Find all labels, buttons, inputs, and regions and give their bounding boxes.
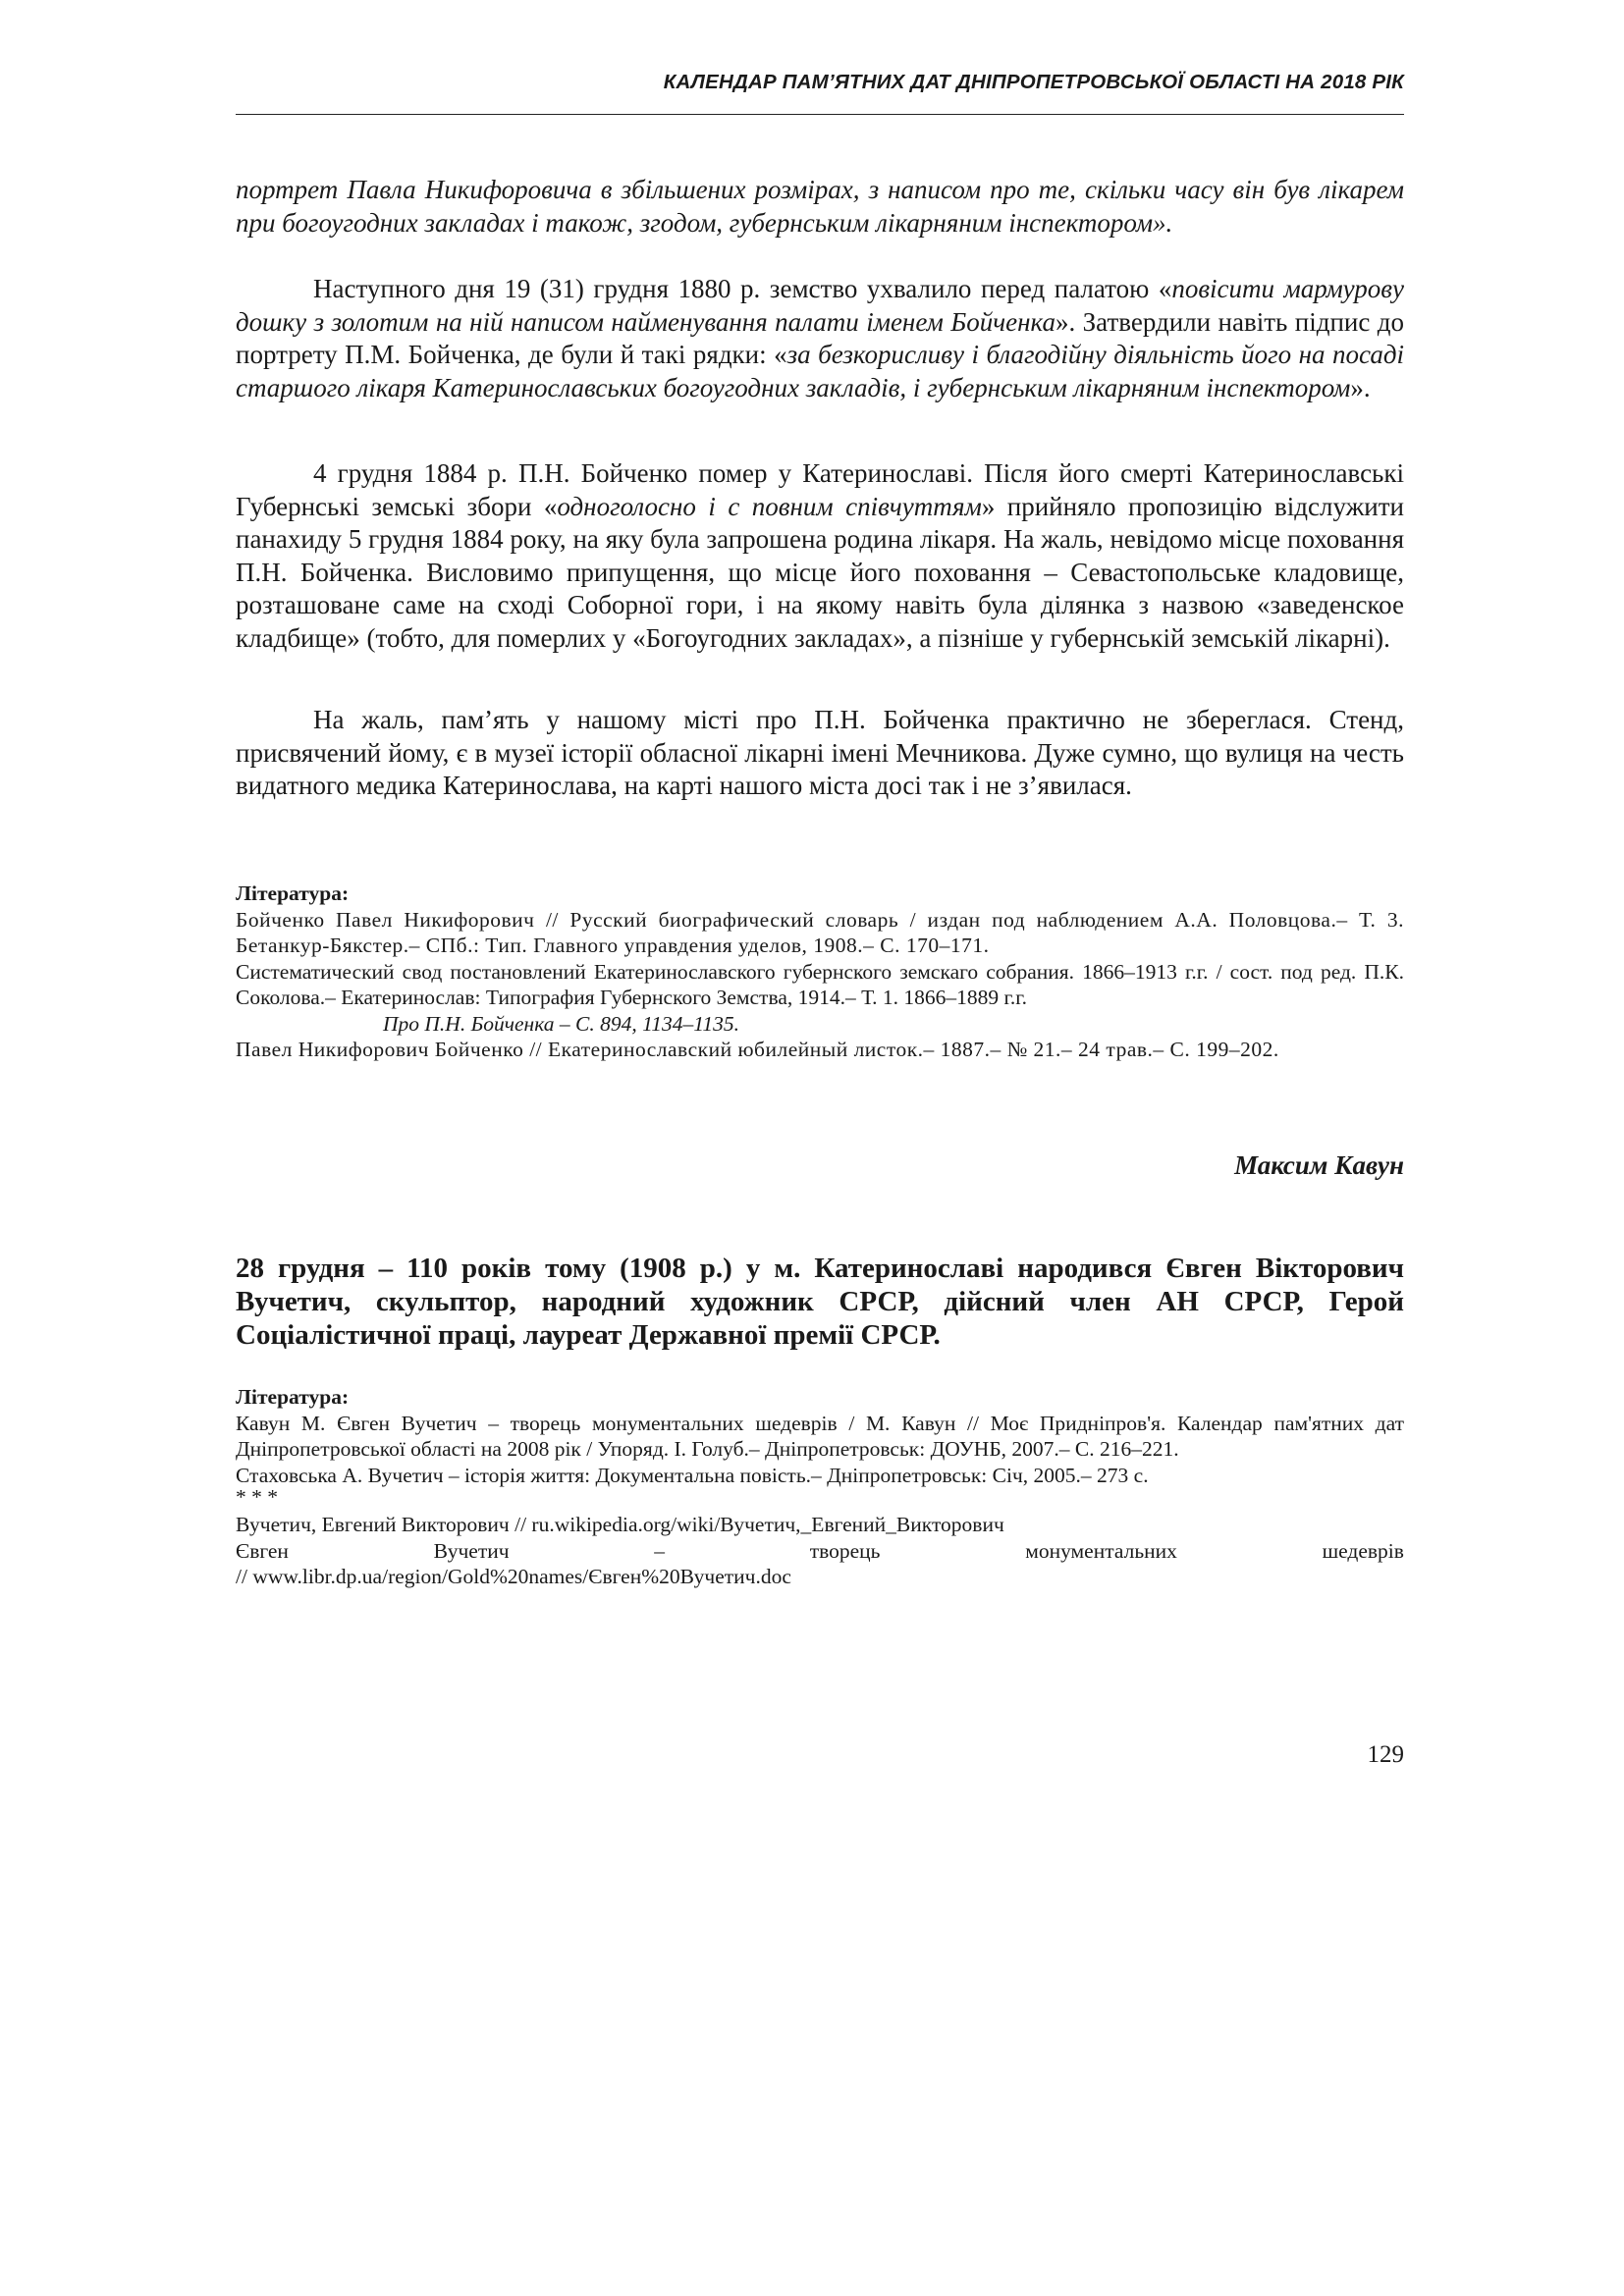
literature-list-2: [236, 1384, 1404, 1590]
word: –: [654, 1538, 666, 1563]
paragraph-1-quote: портрет Павла Никифоровича в збільшених розмірах, з написом про те, скільки часу він був лікарем при богоугодних закладах і також, згодом, губернським лікарняним інспектором».: [236, 175, 1404, 238]
literature-2-item-2: Стаховська А. Вучетич – історія життя: Документальна повість.– Дніпропетровськ: Січ, 2005.– 273 с.: [236, 1463, 1149, 1487]
literature-2-item-4-url: // www.libr.dp.ua/region/Gold%20names/Євген%20Вучетич.doc: [236, 1565, 791, 1588]
p2-text-e: ».: [1350, 372, 1371, 402]
p2-quote-b: повісити мармурову дошку з золотим на ній написом найменування палати іменем Бойченка: [236, 274, 1405, 337]
p2-quote-d: за безкорисливу і благодійну діяльність його на посаді старшого лікаря Катеринославських богоугодних закладів, і губернським лікарняним інспектором: [236, 340, 1405, 402]
paragraph-3: [236, 457, 1404, 655]
paragraph-1: [236, 174, 1404, 240]
p2-text-a: Наступного дня 19 (31) грудня 1880 р. земство ухвалило перед палатою «: [313, 274, 1172, 303]
paragraph-2: [236, 273, 1404, 404]
p3-text-c: » прийняло пропозицію відслужити панахиду 5 грудня 1884 року, на яку була запрошена родина лікаря. На жаль, невідомо місце поховання П.Н. Бойченка. Висловимо припущення, що місце його поховання – Севастопольське кладовище, розташоване саме на сході Соборної гори, і на якому навіть була ділянка з назвою «заведенское кладбище» (тобто, для померлих у «Богоугодних закладах», а пізніше у губернській земській лікарні).: [236, 491, 1404, 653]
literature-1-item-2-sub: Про П.Н. Бойченка – С. 894, 1134–1135.: [383, 1011, 740, 1036]
page-number: 129: [1367, 1741, 1404, 1768]
p3-quote-b: одноголосно і с повним співчуттям: [557, 491, 982, 521]
literature-1-item-2: Систематический свод постановлений Екатеринославского губернского земскаго собрания. 1866–1913 г.г. / сост. под ред. П.К. Соколова.– Екатеринослав: Типография Губернского Земства, 1914.– Т. 1. 1866–1889 г.г.: [236, 959, 1404, 1009]
running-header: КАЛЕНДАР ПАМ’ЯТНИХ ДАТ ДНІПРОПЕТРОВСЬКОЇ ОБЛАСТІ НА 2018 РІК: [663, 71, 1404, 93]
literature-heading-2: Література:: [236, 1385, 350, 1409]
p2-text-c: ». Затвердили навіть підпис до портрету П.М. Бойченка, де були й такі рядки: «: [236, 306, 1405, 369]
literature-list-1: [236, 881, 1404, 1063]
literature-separator: * * *: [236, 1485, 278, 1509]
p4-text: На жаль, пам’ять у нашому місті про П.Н. Бойченка практично не збереглася. Стенд, присвячений йому, є в музеї історії обласної лікарні імені Мечникова. Дуже сумно, що вулиця на честь видатного медика Катеринослава, на карті нашого міста досі так і не з’явилася.: [236, 705, 1404, 800]
p3-text-a: 4 грудня 1884 р. П.Н. Бойченко помер у Катеринославі. Після його смерті Катеринославські Губернські земські збори «: [236, 458, 1404, 521]
word: Євген: [236, 1538, 289, 1563]
event-title: 28 грудня – 110 років тому (1908 р.) у м. Катеринославі народився Євген Вікторович Вучетич, скульптор, народний художник СРСР, дійсний член АН СРСР, Герой Соціалістичної праці, лауреат Державної премії СРСР.: [236, 1253, 1404, 1351]
literature-2-item-3: Вучетич, Евгений Викторович // ru.wikipedia.org/wiki/Вучетич,_Евгений_Викторович: [236, 1513, 1004, 1536]
literature-2-item-4-title: [236, 1538, 1404, 1565]
literature-1-item-3: Павел Никифорович Бойченко // Екатеринославский юбилейный листок.– 1887.– № 21.– 24 трав.– С. 199–202.: [236, 1038, 1279, 1061]
word: шедеврів: [1322, 1538, 1404, 1563]
word: Вучетич: [433, 1538, 510, 1563]
literature-1-item-1: Бойченко Павел Никифорович // Русский биографический словарь / издан под наблюдением А.А. Половцова.– Т. 3. Бетанкур-Бякстер.– СПб.: Тип. Главного управдения уделов, 1908.– С. 170–171.: [236, 907, 1404, 957]
literature-heading-1: Література:: [236, 881, 350, 905]
word: творець: [809, 1538, 881, 1563]
paragraph-4: [236, 704, 1404, 803]
word: монументальних: [1025, 1538, 1177, 1563]
article-author: Максим Кавун: [1234, 1150, 1404, 1180]
literature-2-item-1: Кавун М. Євген Вучетич – творець монументальних шедеврів / М. Кавун // Моє Придніпров'я. Календар пам'ятних дат Дніпропетровської області на 2008 рік / Упоряд. І. Голуб.– Дніпропетровськ: ДОУНБ, 2007.– С. 216–221.: [236, 1411, 1404, 1461]
header-rule: [236, 114, 1404, 115]
